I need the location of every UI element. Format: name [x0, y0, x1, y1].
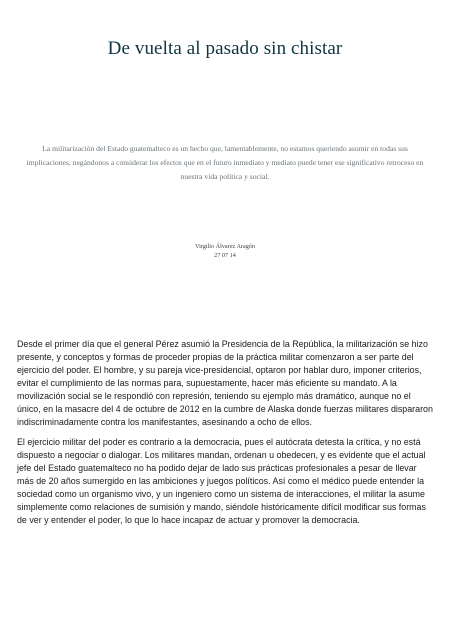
- article-body: [17, 338, 435, 534]
- publication-date: 27 07 14: [214, 251, 236, 259]
- article-title: De vuelta al pasado sin chistar: [107, 38, 343, 59]
- author-name: Virgilio Álvarez Aragón: [195, 243, 255, 250]
- byline: [0, 243, 450, 260]
- body-paragraph: Desde el primer día que el general Pérez asumió la Presidencia de la República, la militarización se hizo presente, y conceptos y formas de proceder propias de la práctica militar comenzaron a ser parte del ejercicio del poder. El hombre, y su pareja vice-presidencial, optaron por hablar duro, imponer criterios, evitar el cumplimiento de las normas para, supuestamente, hacer más eficiente su mandato. A la movilización social se le respondió con represión, teniendo su ejemplo más dramático, aunque no el único, en la masacre del 4 de octubre de 2012 en la cumbre de Alaska donde fuerzas militares dispararon indiscriminadamente contra los manifestantes, asesinando a ocho de ellos.: [17, 339, 433, 427]
- body-paragraph: El ejercicio militar del poder es contrario a la democracia, pues el autócrata detesta la crítica, y no está dispuesto a negociar o dialogar. Los militares mandan, ordenan u obedecen, y es evidente que el actual jefe del Estado guatemalteco no ha podido dejar de lado sus prácticas profesionales a pesar de llevar más de 20 años sumergido en las ambiciones y juegos políticos. Así como el médico puede entender la sociedad como un organismo vivo, y un ingeniero como un sistema de interacciones, el militar la asume simplemente como relaciones de sumisión y mando, siéndole históricamente difícil modificar sus formas de ver y entender el poder, lo que lo hace incapaz de actuar y promover la democracia.: [17, 437, 426, 525]
- article-abstract: La militarización del Estado guatemalteco es un hecho que, lamentablemente, no estamos queriendo asumir en todas sus implicaciones, negándonos a considerar los efectos que en el futuro inmediato y mediato puede tener ese significativo retroceso en nuestra vida política y social.: [26, 144, 424, 181]
